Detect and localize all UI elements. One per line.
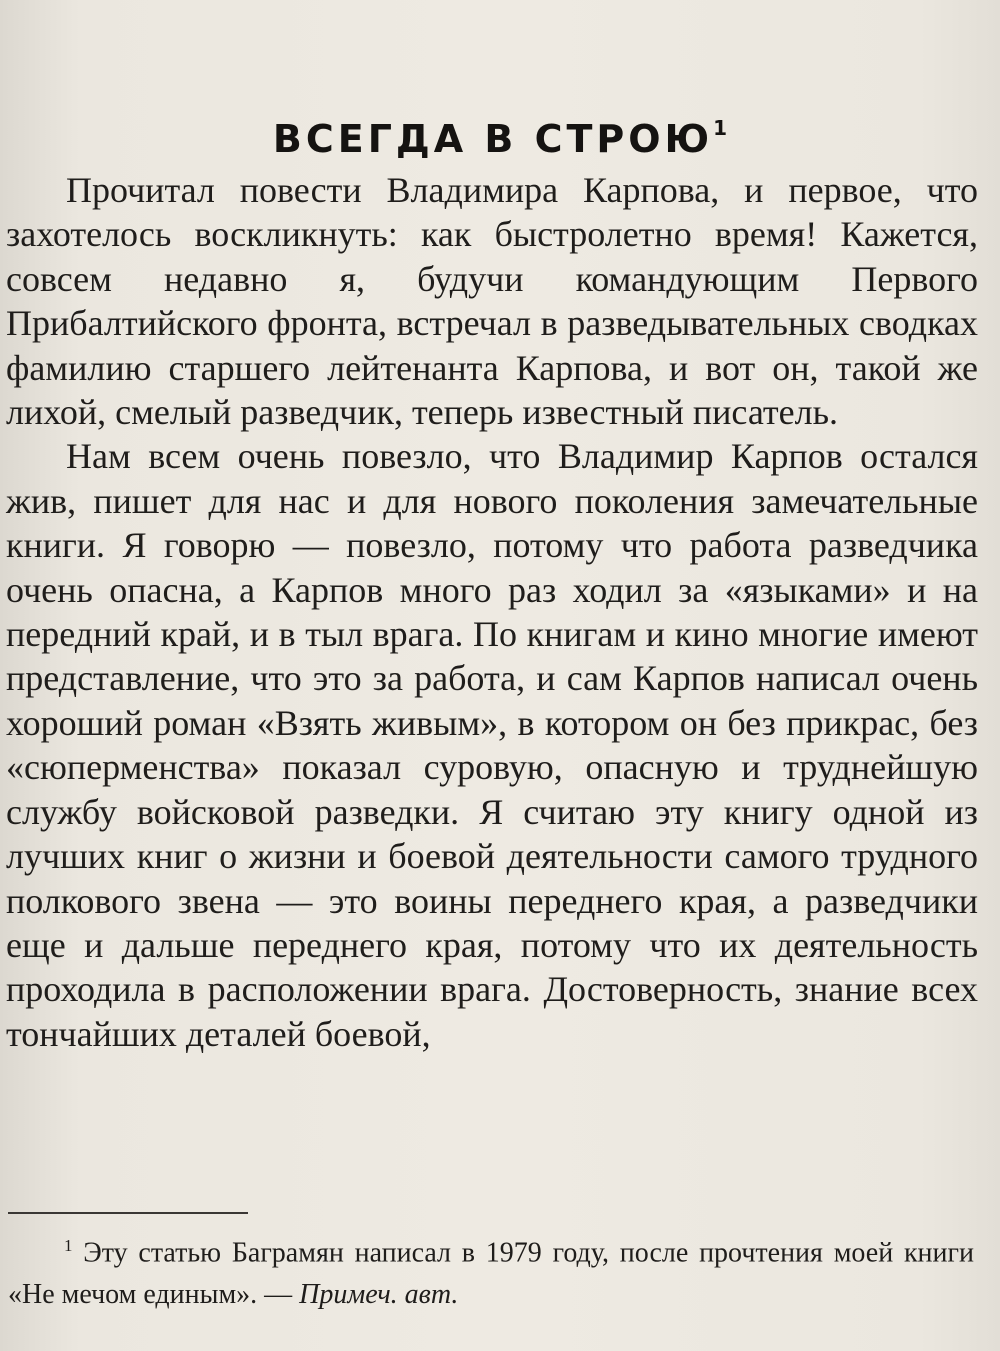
footnote-marker: 1 (64, 1236, 73, 1255)
body-text (6, 168, 978, 1056)
chapter-title (0, 117, 1000, 161)
chapter-title-text: ВСЕГДА В СТРОЮ (272, 117, 714, 162)
footnote (8, 1225, 974, 1316)
footnote-note: Примеч. авт. (299, 1279, 459, 1311)
footnote-divider (8, 1212, 248, 1214)
paragraph-1: Прочитал повести Владимира Карпова, и первое, что захотелось воскликнуть: как быстролетно время! Кажется, совсем недавно я, будучи командующим Первого Прибалтийского фронта, встречал в разведывательных сводках фамилию старшего лейтенанта Карпова, и вот он, такой же лихой, смелый разведчик, теперь известный писатель. (6, 170, 978, 433)
paragraph-2: Нам всем очень повезло, что Владимир Карпов остался жив, пишет для нас и для нового поколения замечательные книги. Я говорю — повезло, потому что работа разведчика очень опасна, а Карпов много раз ходил за «языками» и на передний край, и в тыл врага. По книгам и кино многие имеют представление, что это за работа, и сам Карпов написал очень хороший роман «Взять живым», в котором он без прикрас, без «сюперменства» показал суровую, опасную и труднейшую службу войсковой разведки. Я считаю эту книгу одной из лучших книг о жизни и боевой деятельности самого трудного полкового звена — это воины переднего края, а разведчики еще и дальше переднего края, потому что их деятельность проходила в расположении врага. Достоверность, знание всех тончайших деталей боевой, (6, 436, 978, 1054)
title-footnote-marker: 1 (713, 115, 728, 140)
footnote-text: Эту статью Баграмян написал в 1979 году, после прочтения моей книги «Не мечом единым». — (8, 1237, 974, 1311)
footnote-paragraph (8, 1225, 974, 1316)
